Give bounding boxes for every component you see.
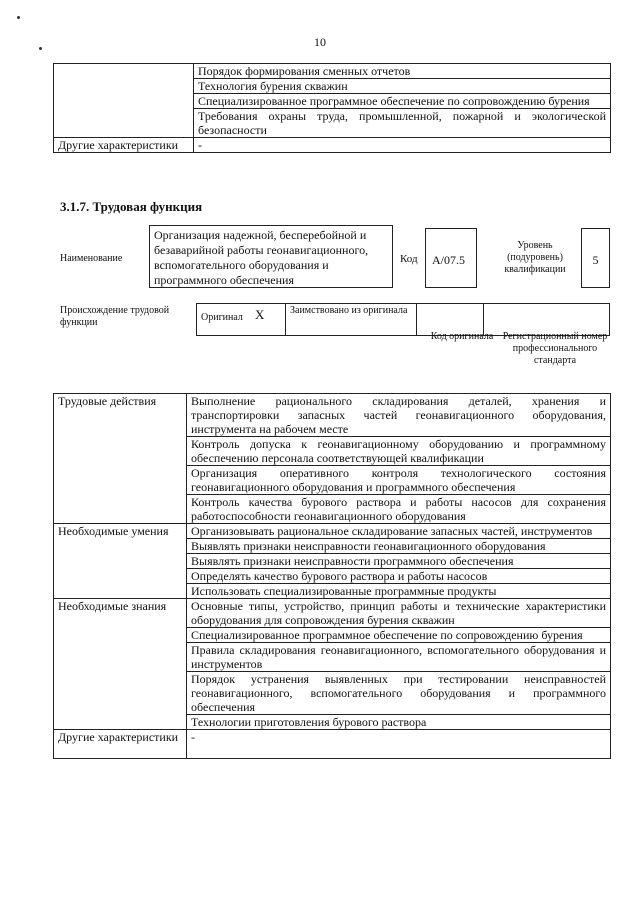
table-cell: Выполнение рационального складирования деталей, хранения и транспортировки запасных частей геонавигационного оборудования, инструмента на рабочем месте	[187, 394, 611, 437]
table-cell: Выявлять признаки неисправности программного обеспечения	[187, 554, 611, 569]
table-cell: Специализированное программное обеспечение по сопровождению бурения	[194, 94, 611, 109]
row-label: Другие характеристики	[54, 730, 187, 759]
labor-function-table	[53, 393, 611, 759]
table-cell: Требования охраны труда, промышленной, пожарной и экологической безопасности	[194, 109, 611, 138]
table-cell: Контроль качества бурового раствора и работы насосов для сохранения работоспособности геонавигационного оборудования	[187, 495, 611, 524]
table-cell: Специализированное программное обеспечение по сопровождению бурения	[187, 628, 611, 643]
table-row	[54, 138, 611, 153]
name-label: Наименование	[60, 253, 123, 264]
table-cell: Выявлять признаки неисправности геонавигационного оборудования	[187, 539, 611, 554]
table-cell: Технология бурения скважин	[194, 79, 611, 94]
origin-code-caption: Код оригинала	[430, 331, 494, 342]
table-row	[54, 394, 611, 437]
table-cell: Порядок устранения выявленных при тестировании неисправностей геонавигационного, вспомогательного оборудования и программного обеспечения	[187, 672, 611, 715]
row-label: Трудовые действия	[54, 394, 187, 524]
table-row	[54, 524, 611, 539]
table-cell: Технологии приготовления бурового раствора	[187, 715, 611, 730]
table-cell: Контроль допуска к геонавигационному оборудованию и программному обеспечению персонала соответствующей квалификации	[187, 437, 611, 466]
table-row	[54, 64, 611, 79]
origin-label: Происхождение трудовой функции	[60, 305, 170, 328]
table-cell: Организация оперативного контроля технологического состояния геонавигационного оборудования и программного обеспечения	[187, 466, 611, 495]
table-cell: Правила складирования геонавигационного, вспомогательного оборудования и инструментов	[187, 643, 611, 672]
original-label: Оригинал	[197, 304, 252, 336]
code-value-box: А/07.5	[425, 228, 477, 288]
level-label: Уровень (подуровень) квалификации	[504, 240, 566, 275]
table-cell: Использовать специализированные программные продукты	[187, 584, 611, 599]
scan-speck	[39, 47, 42, 50]
table-row	[54, 730, 611, 759]
table-cell: Основные типы, устройство, принцип работы и технические характеристики оборудования для сопровождения бурения скважин	[187, 599, 611, 628]
row-label: Другие характеристики	[54, 138, 194, 153]
reg-number-caption: Регистрационный номер профессионального стандарта	[502, 331, 608, 366]
row-label: Необходимые умения	[54, 524, 187, 599]
level-value-box: 5	[581, 228, 610, 288]
row-label: Необходимые знания	[54, 599, 187, 730]
empty-label-cell	[54, 64, 194, 138]
function-name-box: Организация надежной, бесперебойной и безаварийной работы геонавигационного, вспомогательного оборудования и программного обеспечения	[149, 225, 393, 288]
continued-knowledge-table	[53, 63, 611, 153]
table-row	[54, 599, 611, 628]
table-cell: Определять качество бурового раствора и работы насосов	[187, 569, 611, 584]
scan-speck	[17, 16, 20, 19]
code-label: Код	[400, 253, 418, 265]
table-cell: Порядок формирования сменных отчетов	[194, 64, 611, 79]
table-cell: Организовывать рациональное складирование запасных частей, инструментов	[187, 524, 611, 539]
table-cell: -	[187, 730, 611, 759]
page-number: 10	[314, 35, 326, 49]
section-title: 3.1.7. Трудовая функция	[60, 199, 203, 214]
original-mark: X	[251, 304, 286, 336]
borrowed-label: Заимствовано из оригинала	[286, 304, 417, 336]
table-cell: -	[194, 138, 611, 153]
